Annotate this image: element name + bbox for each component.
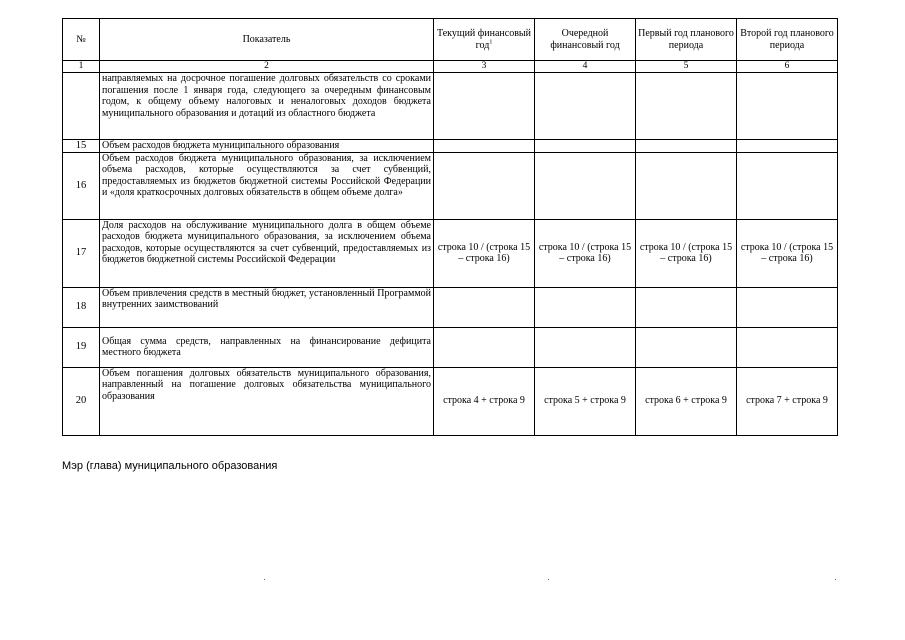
row-value — [636, 287, 737, 327]
row-value — [535, 327, 636, 367]
row-value: строка 10 / (строка 15 – строка 16) — [636, 219, 737, 287]
row-value — [434, 287, 535, 327]
header-indicator: Показатель — [100, 19, 434, 61]
row-value — [535, 152, 636, 219]
column-number: 1 — [63, 61, 100, 73]
row-indicator: Объем привлечения средств в местный бюджет, установленный Программой внутренних заимствований — [100, 287, 434, 327]
row-value: строка 10 / (строка 15 – строка 16) — [434, 219, 535, 287]
header-second-plan-year: Второй год планового периода — [737, 19, 838, 61]
row-number: 17 — [63, 219, 100, 287]
table-row — [63, 73, 838, 140]
row-value — [535, 287, 636, 327]
row-value — [737, 73, 838, 140]
column-number: 5 — [636, 61, 737, 73]
column-number: 4 — [535, 61, 636, 73]
row-value — [636, 140, 737, 153]
row-value: строка 10 / (строка 15 – строка 16) — [535, 219, 636, 287]
row-value — [737, 152, 838, 219]
row-value — [636, 73, 737, 140]
header-num: № — [63, 19, 100, 61]
row-number — [63, 73, 100, 140]
column-number: 3 — [434, 61, 535, 73]
row-value — [636, 152, 737, 219]
column-number: 2 — [100, 61, 434, 73]
row-value — [636, 327, 737, 367]
row-indicator: Общая сумма средств, направленных на финансирование дефицита местного бюджета — [100, 327, 434, 367]
column-number: 6 — [737, 61, 838, 73]
row-value: строка 7 + строка 9 — [737, 367, 838, 435]
column-number-row — [63, 61, 838, 73]
table-row — [63, 152, 838, 219]
row-value — [434, 73, 535, 140]
table-header-row — [63, 19, 838, 61]
scan-speck — [264, 579, 265, 580]
row-value: строка 6 + строка 9 — [636, 367, 737, 435]
table-row — [63, 327, 838, 367]
row-value — [737, 327, 838, 367]
table-row — [63, 287, 838, 327]
scan-speck — [835, 579, 836, 580]
row-number: 20 — [63, 367, 100, 435]
footnote-mark: 1 — [489, 39, 493, 46]
table-row — [63, 367, 838, 435]
row-value — [434, 140, 535, 153]
table-row — [63, 219, 838, 287]
row-value — [535, 73, 636, 140]
header-first-plan-year: Первый год планового периода — [636, 19, 737, 61]
header-current-year-label: Текущий финансовый год — [437, 28, 531, 51]
row-value — [434, 152, 535, 219]
row-indicator: Доля расходов на обслуживание муниципального долга в общем объеме расходов бюджета муниципального образования, за исключением объема расходов, которые осуществляются за счет субвенций, предоставляемых из бюджетов бюджетной системы Российской Федерации — [100, 219, 434, 287]
row-value: строка 4 + строка 9 — [434, 367, 535, 435]
row-number: 19 — [63, 327, 100, 367]
table-row — [63, 140, 838, 153]
signature-line: Мэр (глава) муниципального образования — [62, 460, 278, 472]
row-value — [737, 287, 838, 327]
scan-speck — [548, 579, 549, 580]
row-number: 15 — [63, 140, 100, 153]
row-value: строка 10 / (строка 15 – строка 16) — [737, 219, 838, 287]
row-indicator: направляемых на досрочное погашение долговых обязательств со сроками погашения после 1 января года, следующего за очередным финансовым годом, к общему объему налоговых и неналоговых доходов бюджета муниципального образования и дотаций из областного бюджета — [100, 73, 434, 140]
row-indicator: Объем погашения долговых обязательств муниципального образования, направленный на погашение долговых обязательства муниципального образования — [100, 367, 434, 435]
header-next-year: Очередной финансовый год — [535, 19, 636, 61]
row-value — [737, 140, 838, 153]
row-indicator: Объем расходов бюджета муниципального образования, за исключением объема расходов, которые осуществляются за счет субвенций, предоставляемых из бюджетов бюджетной системы Российской Федерации и «доля краткосрочных долговых обязательств в общем объеме долга» — [100, 152, 434, 219]
row-number: 18 — [63, 287, 100, 327]
row-number: 16 — [63, 152, 100, 219]
row-value — [434, 327, 535, 367]
indicators-table — [62, 18, 838, 436]
header-current-year — [434, 19, 535, 61]
row-value — [535, 140, 636, 153]
row-value: строка 5 + строка 9 — [535, 367, 636, 435]
row-indicator: Объем расходов бюджета муниципального образования — [100, 140, 434, 153]
